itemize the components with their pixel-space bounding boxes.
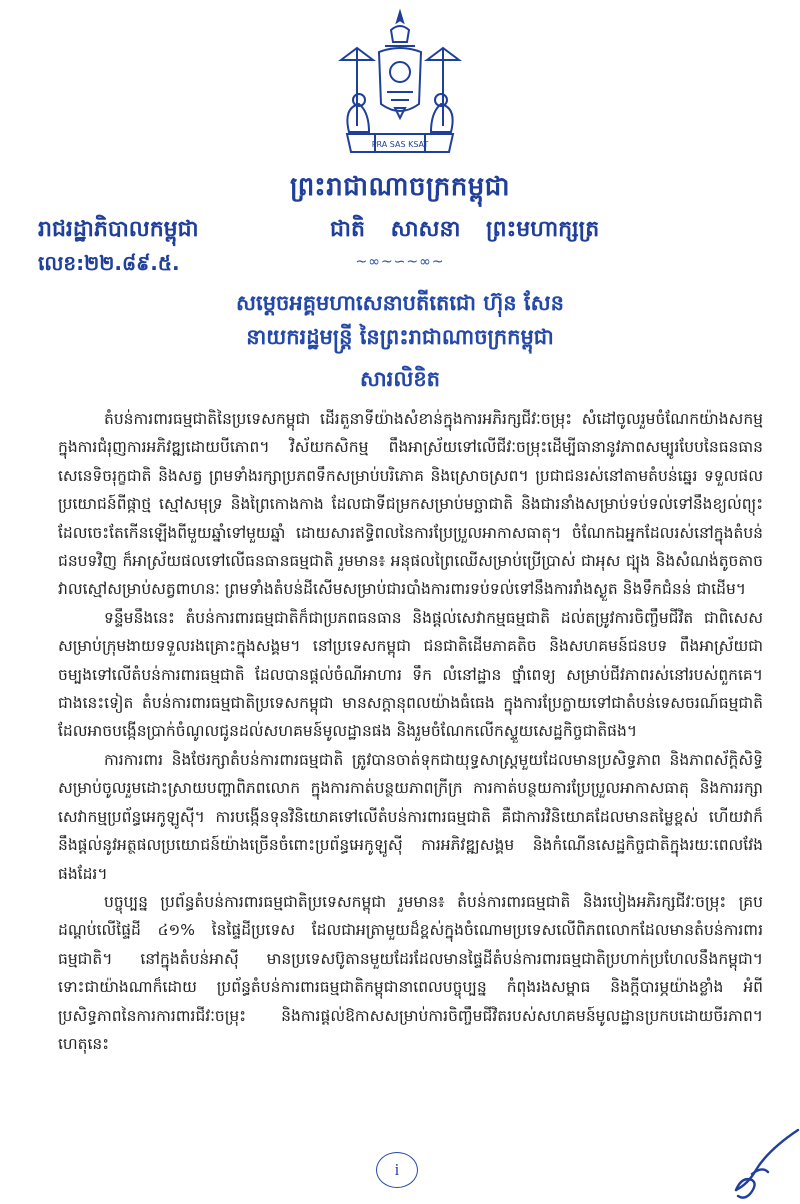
paragraph: បច្ចុប្បន្ន ប្រព័ន្ធតំបន់ការពារធម្មជាតិប្រទេសកម្ពុជា រួមមាន៖ តំបន់ការពារធម្មជាតិ និងរបៀងអភិរក្សជីវៈចម្រុះ គ្របដណ្ដប់លើផ្ទៃដី ៤១% នៃផ្ទៃដីប្រទេស ដែលជាអត្រាមួយដ៏ខ្ពស់ក្នុងចំណោមប្រទេសលើពិភពលោកដែលមានតំបន់ការពារធម្មជាតិ។ នៅក្នុងតំបន់អាស៊ី មានប្រទេសប៊ូតានមួយដែរដែលមានផ្ទៃដីតំបន់ការពារធម្មជាតិប្រហាក់ប្រហែលនឹងកម្ពុជា។ ទោះជាយ៉ាងណាក៏ដោយ ប្រព័ន្ធតំបន់ការពារធម្មជាតិកម្ពុជានាពេលបច្ចុប្បន្ន កំពុងរងសម្ពាធ និងក្ដីបារម្ភយ៉ាងខ្លាំង អំពីប្រសិទ្ធភាពនៃការការពារជីវៈចម្រុះ និងការផ្ដល់ឱកាសសម្រាប់ការចិញ្ចឹមជីវិតរបស់សហគមន៍មូលដ្ឋានប្រកបដោយចីរភាព។ ហេតុនេះ: [58, 892, 763, 1053]
emblem-banner-text: PRA SAS KSAT: [371, 140, 429, 149]
document-type-title: សារលិខិត: [360, 367, 440, 391]
signature-mark: [728, 1110, 800, 1200]
government-name: រាជរដ្ឋាភិបាលកម្ពុជា: [38, 217, 199, 242]
page-number: i: [376, 1152, 418, 1188]
paragraph: តំបន់ការពារធម្មជាតិនៃប្រទេសកម្ពុជា ដើរតួនាទីយ៉ាងសំខាន់ក្នុងការអភិរក្សជីវៈចម្រុះ សំដៅចូលរួមចំណែកយ៉ាងសកម្មក្នុងការជំរុញការអភិវឌ្ឍដោយបីភោព។ វិស័យកសិកម្ម ពឹងអាស្រ័យទៅលើជីវៈចម្រុះដើម្បីធានានូវភាពសម្បូរបែបនៃធនធានសេនេទិចរុក្ខជាតិ និងសត្វ ព្រមទាំងរក្សាប្រភពទឹកសម្រាប់បរិភោគ និងស្រោចស្រព។ ប្រជាជនរស់នៅតាមតំបន់ឆ្នេរ ទទួលផលប្រយោជន៍ពីផ្កាថ្ម ស្មៅសមុទ្រ និងព្រៃកោងកាង ដែលជាទីជម្រកសម្រាប់មច្ឆាជាតិ និងជារនាំងសម្រាប់ទប់ទល់ទៅនឹងខ្យល់ព្យុះដែលចេះតែកើនឡើងពីមួយឆ្នាំទៅមួយឆ្នាំ ដោយសារឥទ្ធិពលនៃការប្រែប្រួលអាកាសធាតុ។ ចំណែកឯអ្នកដែលរស់នៅក្នុងតំបន់ជនបទវិញ ក៏អាស្រ័យផលទៅលើធនធានធម្មជាតិ រួមមាន៖ អនុផលព្រៃឈើសម្រាប់ប្រើប្រាស់ ជាអុស ជ្បុង និងសំណង់តូចតាច វាលស្មៅសម្រាប់សត្វពាហនៈ ព្រមទាំងតំបន់ដីសើមសម្រាប់ជារបាំងការពារទប់ទល់ទៅនឹងការរាំងស្ងួត និងទឹកជំនន់ ជាដើម។: [58, 410, 763, 599]
issuer-name: សម្ដេចអគ្គមហាសេនាបតីតេជោ ហ៊ុន សែន: [236, 291, 564, 315]
letter-body: [58, 405, 763, 1145]
national-motto: ជាតិ សាសនា ព្រះមហាក្សត្រ: [330, 217, 600, 242]
reference-number: លេខ:២២.៨៩.៥.: [38, 251, 180, 275]
paragraph: ទន្ទឹមនឹងនេះ តំបន់ការពារធម្មជាតិក៏ជាប្រភពធនធាន និងផ្ដល់សេវាកម្មធម្មជាតិ ដល់តម្រូវការចិញ្ចឹមជីវិត ជាពិសេសសម្រាប់ក្រុមងាយទទួលរងគ្រោះក្នុងសង្គម។ នៅប្រទេសកម្ពុជា ជនជាតិដើមភាគតិច និងសហគមន៍ជនបទ ពឹងអាស្រ័យជាចម្បងទៅលើតំបន់ការពារធម្មជាតិ ដែលបានផ្ដល់ចំណីអាហារ ទឹក លំនៅដ្ឋាន ថ្នាំពេទ្យ សម្រាប់ជីវភាពរស់នៅរបស់ពួកគេ។ ជាងនេះទៀត តំបន់ការពារធម្មជាតិប្រទេសកម្ពុជា មានសក្ដានុពលយ៉ាងធំធេង ក្នុងការប្រែក្លាយទៅជាតំបន់ទេសចរណ៍ធម្មជាតិ ដែលអាចបង្កើនប្រាក់ចំណូលជូនដល់សហគមន៍មូលដ្ឋានផង និងរួមចំណែកលើកស្ទួយសេដ្ឋកិច្ចជាតិផង។: [58, 608, 763, 741]
issuer-role: នាយករដ្ឋមន្ត្រី នៃព្រះរាជាណាចក្រកម្ពុជា: [246, 325, 554, 349]
kingdom-title: ព្រះរាជាណាចក្រកម្ពុជា: [290, 172, 510, 202]
royal-emblem: [335, 8, 465, 160]
ornamental-divider: ~∞~∽~∞~: [355, 254, 445, 270]
paragraph: ការការពារ និងថែរក្សាតំបន់ការពារធម្មជាតិ ត្រូវបានចាត់ទុកជាយុទ្ធសាស្ត្រមួយដែលមានប្រសិទ្ធភាព និងភាពស័ក្តិសិទ្ធិ សម្រាប់ចូលរួមដោះស្រាយបញ្ហាពិភពលោក ក្នុងការកាត់បន្ថយភាពក្រីក្រ ការកាត់បន្ថយការប្រែប្រួលអាកាសធាតុ និងការរក្សាសេវាកម្មប្រព័ន្ធអេកូឡូស៊ី។ ការបង្កើនទុនវិនិយោគទៅលើតំបន់ការពារធម្មជាតិ គឺជាការវិនិយោគដែលមានតម្លៃខ្ពស់ ហើយវាក៏នឹងផ្ដល់នូវអត្ថផលប្រយោជន៍យ៉ាងច្រើនចំពោះប្រព័ន្ធអេកូឡូស៊ី ការអភិវឌ្ឍសង្គម និងកំណើនសេដ្ឋកិច្ចជាតិក្នុងរយៈពេលវែងផងដែរ។: [58, 750, 763, 883]
